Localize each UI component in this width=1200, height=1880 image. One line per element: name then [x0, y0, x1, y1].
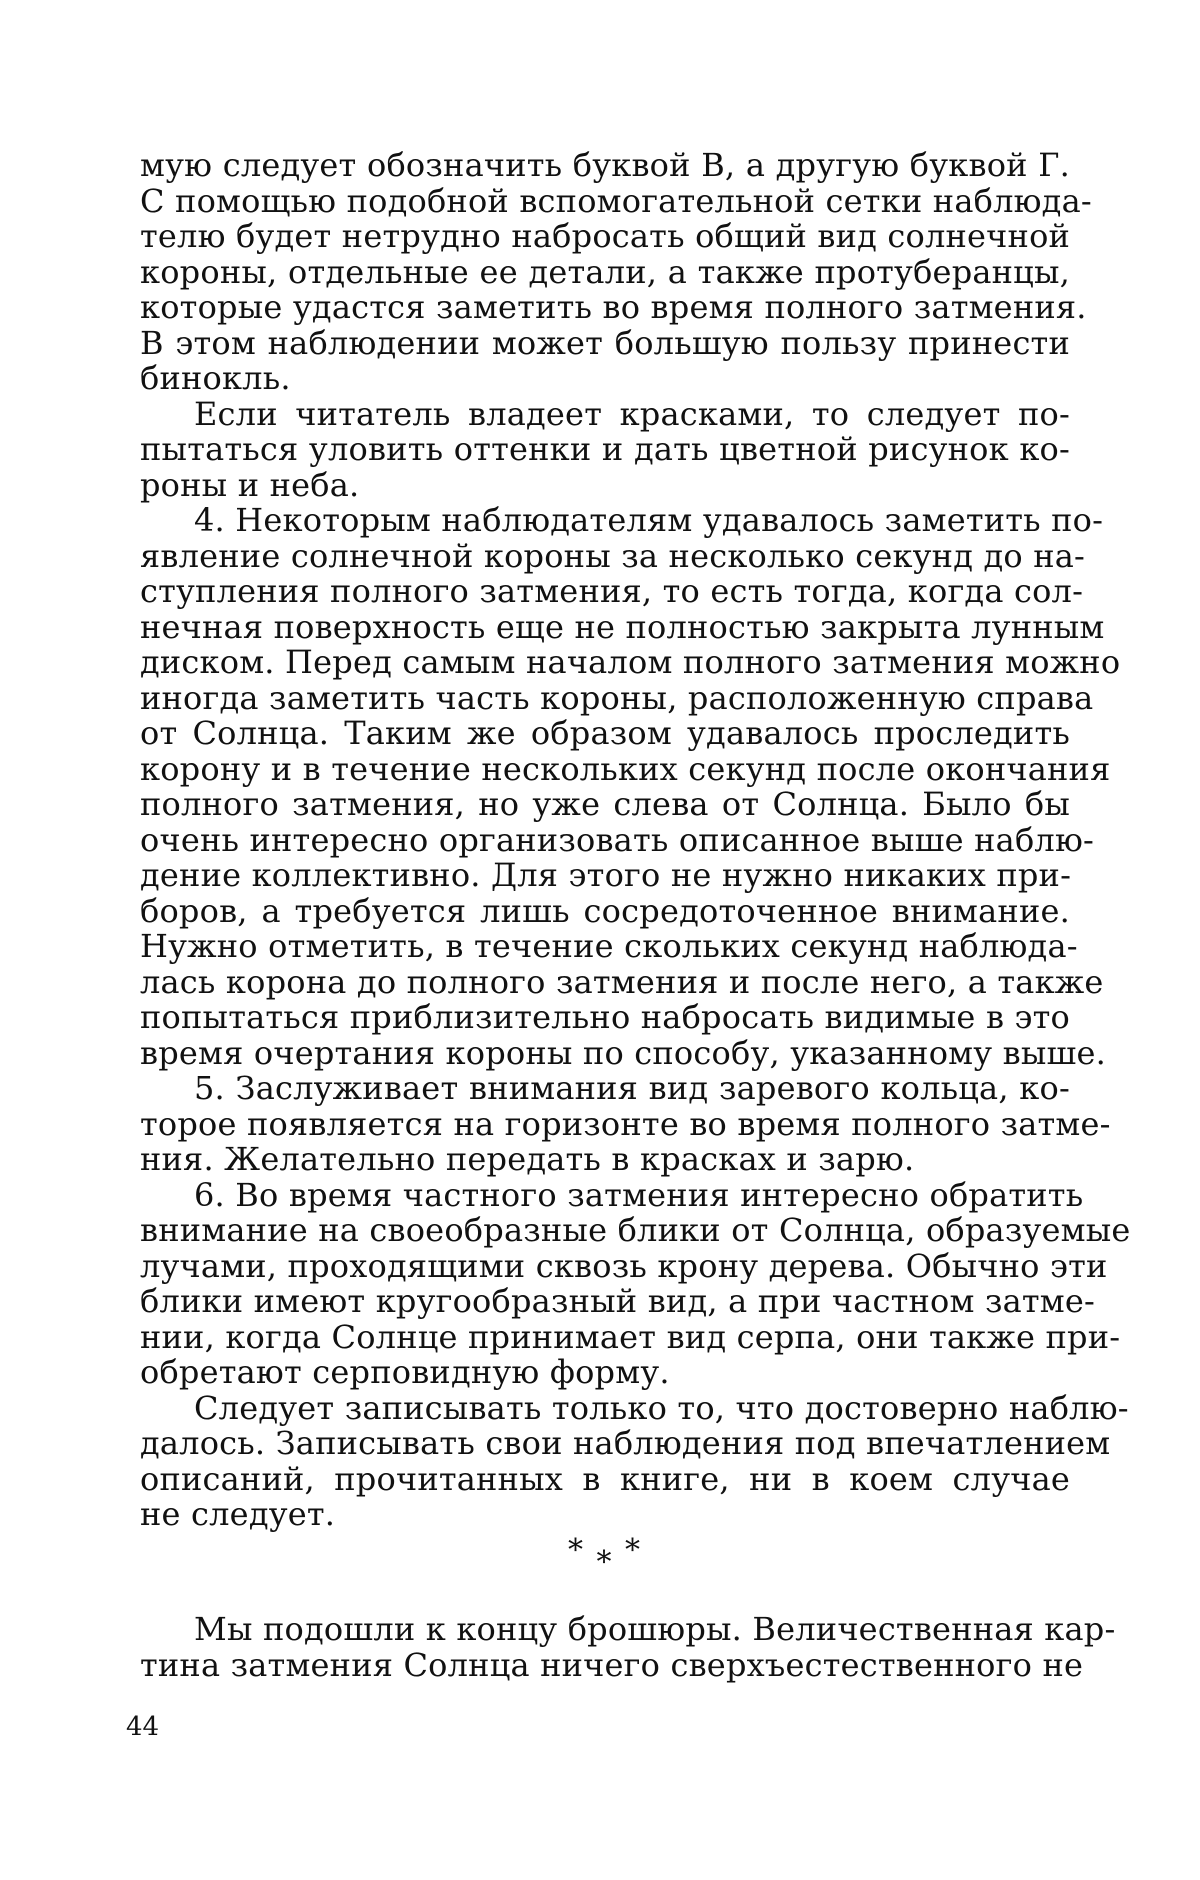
- text-line: явление солнечной короны за несколько секунд до на-: [140, 536, 1086, 575]
- text-line: Если читатель владеет красками, то следует по-: [194, 394, 1070, 433]
- asterisk: *: [567, 1533, 585, 1568]
- text-line: 5. Заслуживает внимания вид заревого кольца, ко-: [194, 1069, 1070, 1107]
- text-line: короны, отдельные ее детали, а также протуберанцы,: [140, 252, 1070, 291]
- text-line: дение коллективно. Для этого не нужно никаких при-: [140, 856, 1072, 894]
- text-line: ступления полного затмения, то есть тогда, когда сол-: [140, 572, 1084, 610]
- text-line: лучами, проходящими сквозь крону дерева. Обычно эти: [140, 1246, 1108, 1285]
- text-line: корону и в течение нескольких секунд после окончания: [140, 749, 1111, 788]
- text-line: 6. Во время частного затмения интересно обратить: [194, 1175, 1084, 1214]
- text-line: пытаться уловить оттенки и дать цветной рисунок ко-: [140, 430, 1070, 468]
- page-number: 44: [126, 1712, 160, 1742]
- text-line: которые удастся заметить во время полного затмения.: [140, 288, 1087, 326]
- text-line: 4. Некоторым наблюдателям удавалось заметить по-: [194, 501, 1104, 539]
- text-line: нии, когда Солнце принимает вид серпа, они также при-: [140, 1317, 1121, 1356]
- text-line: телю будет нетрудно набросать общий вид солнечной: [140, 217, 1071, 255]
- text-line: нечная поверхность еще не полностью закрыта лунным: [140, 607, 1105, 646]
- text-line: Следует записывать только то, что достоверно наблю-: [194, 1388, 1129, 1427]
- text-line: С помощью подобной вспомогательной сетки наблюда-: [140, 181, 1092, 220]
- text-line: бинокль.: [140, 359, 291, 397]
- text-line: обретают серповидную форму.: [140, 1353, 670, 1391]
- text-line: ния. Желательно передать в красках и зарю.: [140, 1140, 915, 1178]
- text-line: не следует.: [140, 1495, 336, 1533]
- text-line: лась корона до полного затмения и после него, а также: [140, 962, 1104, 1001]
- text-line: попытаться приблизительно набросать видимые в это: [140, 998, 1071, 1036]
- text-line: полного затмения, но уже слева от Солнца. Было бы: [140, 785, 1070, 823]
- text-line: внимание на своеобразные блики от Солнца, образуемые: [140, 1211, 1131, 1249]
- asterisk: *: [596, 1545, 614, 1580]
- text-line: от Солнца. Таким же образом удавалось проследить: [140, 714, 1070, 752]
- text-line: далось. Записывать свои наблюдения под впечатлением: [140, 1424, 1111, 1462]
- text-line: Нужно отметить, в течение скольких секунд наблюда-: [140, 927, 1078, 965]
- text-line: иногда заметить часть короны, расположенную справа: [140, 678, 1094, 717]
- text-line: диском. Перед самым началом полного затмения можно: [140, 643, 1121, 681]
- text-line: время очертания короны по способу, указанному выше.: [140, 1033, 1107, 1072]
- text-line: мую следует обозначить буквой В, а другую буквой Г.: [140, 146, 1070, 184]
- section-break-asterism: [140, 1533, 1070, 1580]
- text-line: очень интересно организовать описанное выше наблю-: [140, 820, 1095, 859]
- text-line: В этом наблюдении может большую пользу принести: [140, 323, 1070, 362]
- text-line: описаний, прочитанных в книге, ни в коем случае: [140, 1459, 1070, 1498]
- asterisk: *: [625, 1533, 643, 1568]
- text-line: боров, а требуется лишь сосредоточенное внимание.: [140, 891, 1070, 930]
- text-line: тина затмения Солнца ничего сверхъестественного не: [140, 1645, 1084, 1684]
- text-line: роны и неба.: [140, 465, 360, 504]
- main-text: [140, 146, 1131, 1533]
- text-line: торое появляется на горизонте во время полного затме-: [140, 1104, 1111, 1143]
- text-line: блики имеют кругообразный вид, а при частном затме-: [140, 1282, 1096, 1320]
- text-line: Мы подошли к концу брошюры. Величественная кар-: [194, 1610, 1116, 1648]
- closing-paragraph: [140, 1610, 1116, 1684]
